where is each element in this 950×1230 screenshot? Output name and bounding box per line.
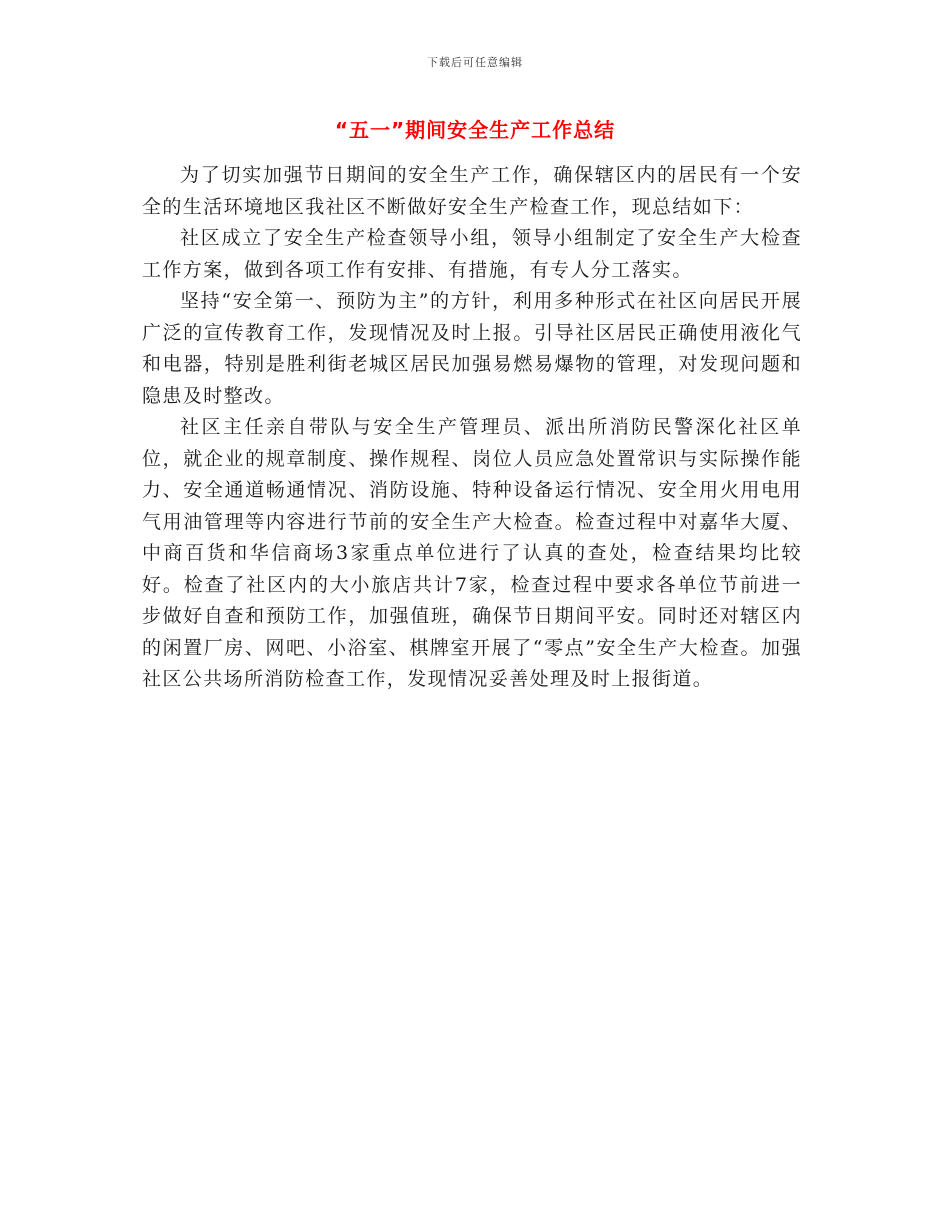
document-body [142, 160, 802, 696]
document-title: “五一”期间安全生产工作总结 [334, 118, 616, 142]
paragraph-leadership: 社区成立了安全生产检查领导小组，领导小组制定了安全生产大检查工作方案，做到各项工作有安排、有措施，有专人分工落实。 [142, 227, 802, 281]
paragraph-intro: 为了切实加强节日期间的安全生产工作，确保辖区内的居民有一个安全的生活环境地区我社区不断做好安全生产检查工作，现总结如下： [142, 164, 802, 218]
header-note: 下载后可任意编辑 [427, 56, 523, 69]
paragraph-inspection: 社区主任亲自带队与安全生产管理员、派出所消防民警深化社区单位，就企业的规章制度、操作规程、岗位人员应急处置常识与实际操作能力、安全通道畅通情况、消防设施、特种设备运行情况、安全用火用电用气用油管理等内容进行节前的安全生产大检查。检查过程中对嘉华大厦、中商百货和华信商场3家重点单位进行了认真的查处，检查结果均比较好。检查了社区内的大小旅店共计7家，检查过程中要求各单位节前进一步做好自查和预防工作，加强值班，确保节日期间平安。同时还对辖区内的闲置厂房、网吧、小浴室、棋牌室开展了“零点”安全生产大检查。加强社区公共场所消防检查工作，发现情况妥善处理及时上报街道。 [142, 416, 802, 690]
paragraph-publicity: 坚持“安全第一、预防为主”的方针，利用多种形式在社区向居民开展广泛的宣传教育工作，发现情况及时上报。引导社区居民正确使用液化气和电器，特别是胜利街老城区居民加强易燃易爆物的管理，对发现问题和隐患及时整改。 [142, 290, 802, 407]
